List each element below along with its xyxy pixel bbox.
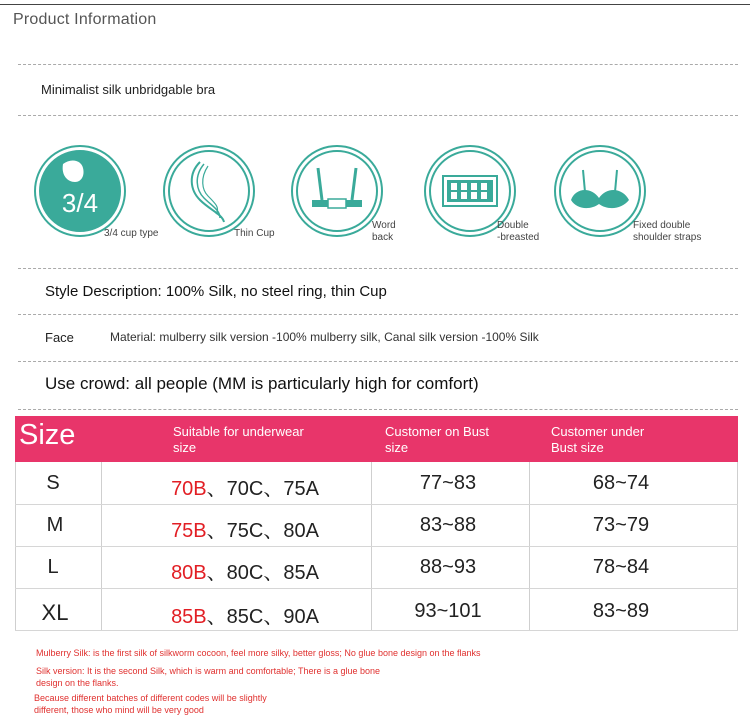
note-mulberry: Mulberry Silk: is the first silk of silkworm cocoon, feel more silky, better gloss; No glue bone design on the flanks bbox=[36, 648, 481, 658]
other-sizes: 、75C、80A bbox=[206, 520, 319, 542]
on-bust-header bbox=[385, 424, 489, 456]
divider bbox=[18, 409, 738, 410]
divider bbox=[18, 314, 738, 315]
on-bust-cell: 83~88 bbox=[419, 514, 477, 536]
feature-label-line: -breasted bbox=[497, 232, 540, 243]
grid-line bbox=[15, 504, 738, 505]
divider bbox=[18, 268, 738, 269]
under-bust-header bbox=[551, 424, 644, 456]
divider bbox=[18, 64, 738, 65]
feature-label bbox=[372, 220, 396, 244]
three-quarter-cup-icon bbox=[34, 145, 126, 237]
other-sizes: 、70C、75A bbox=[206, 478, 319, 500]
on-bust-cell: 88~93 bbox=[419, 556, 477, 578]
feature-label: Thin Cup bbox=[234, 228, 275, 239]
feature-label bbox=[633, 220, 701, 244]
top-divider bbox=[0, 4, 750, 5]
underwear-size-cell bbox=[125, 514, 365, 543]
note-line: Silk version: It is the second Silk, which is warm and comfortable; There is a glue bone bbox=[36, 666, 380, 676]
feature-label-line: Double bbox=[497, 220, 529, 231]
note-silk-version bbox=[36, 665, 380, 689]
material-text: Material: mulberry silk version -100% mulberry silk, Canal silk version -100% Silk bbox=[110, 330, 539, 344]
face-label: Face bbox=[45, 330, 74, 345]
size-table bbox=[15, 416, 738, 631]
note-line: different, those who mind will be very good bbox=[34, 705, 204, 715]
underwear-size-cell bbox=[125, 556, 365, 585]
product-name: Minimalist silk unbridgable bra bbox=[41, 82, 216, 97]
divider bbox=[18, 115, 738, 116]
cup-badge: 3/4 bbox=[61, 188, 99, 218]
feature-label-line: Fixed double bbox=[633, 220, 691, 231]
grid-line bbox=[15, 546, 738, 547]
header-line: Bust size bbox=[551, 440, 604, 455]
size-header: Size bbox=[19, 419, 76, 451]
feature-label bbox=[497, 220, 539, 244]
under-bust-cell: 78~84 bbox=[592, 556, 650, 578]
feature-label: 3/4 cup type bbox=[104, 228, 159, 239]
note-line: Because different batches of different codes will be slightly bbox=[34, 693, 267, 703]
header-line: Customer on Bust bbox=[385, 424, 490, 439]
under-bust-cell: 73~79 bbox=[592, 514, 650, 536]
header-line: size bbox=[385, 440, 409, 455]
underwear-size-cell bbox=[125, 600, 365, 629]
other-sizes: 、85C、90A bbox=[206, 606, 319, 628]
other-sizes: 、80C、85A bbox=[206, 562, 319, 584]
highlight-size: 85B bbox=[171, 606, 207, 628]
note-batch bbox=[34, 692, 267, 716]
feature-label-line: back bbox=[372, 232, 394, 243]
on-bust-cell: 77~83 bbox=[419, 472, 477, 494]
feature-label-line: shoulder straps bbox=[633, 232, 702, 243]
header-line: size bbox=[173, 440, 197, 455]
note-line: design on the flanks. bbox=[36, 678, 119, 688]
highlight-size: 80B bbox=[171, 562, 207, 584]
feature-label-line: Word bbox=[372, 220, 396, 231]
size-table-header bbox=[15, 416, 738, 462]
use-crowd: Use crowd: all people (MM is particularly high for comfort) bbox=[45, 374, 479, 393]
size-cell: XL bbox=[41, 600, 69, 625]
underwear-size-cell bbox=[125, 472, 365, 501]
page-title: Product Information bbox=[13, 11, 157, 28]
highlight-size: 70B bbox=[171, 478, 207, 500]
grid-line bbox=[15, 630, 738, 631]
thin-cup-icon bbox=[163, 145, 255, 237]
under-bust-cell: 83~89 bbox=[592, 600, 650, 622]
highlight-size: 75B bbox=[171, 520, 207, 542]
size-cell: S bbox=[46, 472, 60, 494]
size-cell: L bbox=[47, 556, 59, 578]
word-back-icon bbox=[291, 145, 383, 237]
header-line: Suitable for underwear bbox=[173, 424, 304, 439]
under-bust-cell: 68~74 bbox=[592, 472, 650, 494]
on-bust-cell: 93~101 bbox=[414, 600, 482, 622]
header-line: Customer under bbox=[551, 424, 645, 439]
style-description: Style Description: 100% Silk, no steel ring, thin Cup bbox=[45, 283, 387, 300]
underwear-size-header bbox=[173, 424, 304, 456]
divider bbox=[18, 361, 738, 362]
grid-line bbox=[15, 588, 738, 589]
size-cell: M bbox=[46, 514, 64, 536]
